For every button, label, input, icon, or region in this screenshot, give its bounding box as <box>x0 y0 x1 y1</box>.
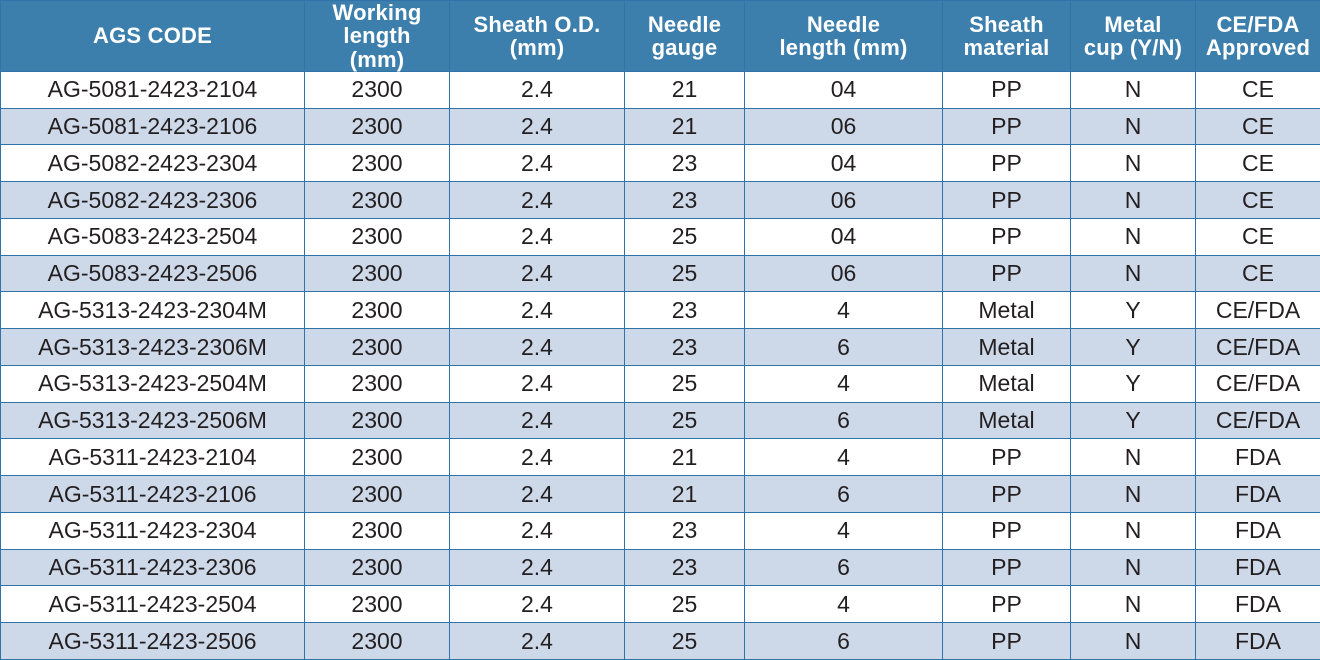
table-cell: 2.4 <box>450 623 625 660</box>
table-cell: 6 <box>745 476 943 513</box>
table-cell: CE <box>1196 218 1320 255</box>
table-cell: Y <box>1071 329 1196 366</box>
table-cell: 2300 <box>305 292 450 329</box>
column-header-line: Sheath <box>969 11 1044 37</box>
column-header-line: material <box>963 34 1050 60</box>
table-cell: Y <box>1071 292 1196 329</box>
table-cell: 2.4 <box>450 329 625 366</box>
table-header-row <box>1 1 1320 72</box>
table-cell: CE/FDA <box>1196 402 1320 439</box>
column-header-line: cup (Y/N) <box>1083 34 1183 60</box>
table-cell: 23 <box>625 182 745 219</box>
table-cell: PP <box>943 108 1071 145</box>
table-row <box>1 586 1320 623</box>
table-cell: PP <box>943 182 1071 219</box>
table-cell: 2.4 <box>450 402 625 439</box>
table-cell: 2.4 <box>450 218 625 255</box>
table-row <box>1 108 1320 145</box>
table-cell: Y <box>1071 365 1196 402</box>
table-cell: 23 <box>625 549 745 586</box>
table-cell: AG-5083-2423-2506 <box>1 255 305 292</box>
column-header-ce-fda-approved <box>1196 1 1320 72</box>
table-cell: PP <box>943 586 1071 623</box>
table-cell: CE/FDA <box>1196 365 1320 402</box>
table-cell: 25 <box>625 255 745 292</box>
table-cell: 2300 <box>305 218 450 255</box>
table-cell: 4 <box>745 512 943 549</box>
table-cell: 2300 <box>305 402 450 439</box>
table-cell: 21 <box>625 71 745 108</box>
column-header-line: Sheath O.D. <box>473 11 601 37</box>
table-cell: CE/FDA <box>1196 329 1320 366</box>
table-cell: 2300 <box>305 476 450 513</box>
table-cell: 4 <box>745 365 943 402</box>
table-cell: N <box>1071 549 1196 586</box>
table-cell: FDA <box>1196 512 1320 549</box>
table-cell: 04 <box>745 71 943 108</box>
table-row <box>1 476 1320 513</box>
table-cell: 2300 <box>305 329 450 366</box>
column-header-needle-gauge <box>625 1 745 72</box>
table-cell: 21 <box>625 439 745 476</box>
column-header-line: AGS CODE <box>93 23 212 49</box>
table-cell: 2.4 <box>450 586 625 623</box>
table-cell: N <box>1071 182 1196 219</box>
table-cell: Metal <box>943 292 1071 329</box>
table-cell: CE <box>1196 182 1320 219</box>
table-cell: 25 <box>625 586 745 623</box>
table-cell: 06 <box>745 182 943 219</box>
table-cell: AG-5311-2423-2304 <box>1 512 305 549</box>
table-cell: N <box>1071 439 1196 476</box>
table-cell: AG-5081-2423-2104 <box>1 71 305 108</box>
table-cell: 06 <box>745 255 943 292</box>
table-row <box>1 71 1320 108</box>
table-cell: FDA <box>1196 586 1320 623</box>
table-cell: N <box>1071 512 1196 549</box>
table-cell: CE <box>1196 71 1320 108</box>
table-cell: 2.4 <box>450 255 625 292</box>
table-cell: 2.4 <box>450 292 625 329</box>
column-header-line: Needle <box>647 11 722 37</box>
table-header <box>1 1 1320 72</box>
column-header-sheath-material <box>943 1 1071 72</box>
table-cell: AG-5081-2423-2106 <box>1 108 305 145</box>
table-cell: N <box>1071 218 1196 255</box>
table-cell: 21 <box>625 476 745 513</box>
table-cell: 2300 <box>305 108 450 145</box>
column-header-line: gauge <box>651 34 718 60</box>
table-cell: N <box>1071 476 1196 513</box>
table-cell: 21 <box>625 108 745 145</box>
table-row <box>1 623 1320 660</box>
table-cell: PP <box>943 623 1071 660</box>
table-cell: AG-5313-2423-2306M <box>1 329 305 366</box>
table-cell: PP <box>943 145 1071 182</box>
table-cell: AG-5082-2423-2304 <box>1 145 305 182</box>
column-header-sheath-od <box>450 1 625 72</box>
table-cell: AG-5313-2423-2304M <box>1 292 305 329</box>
table-cell: 25 <box>625 218 745 255</box>
table-cell: 2.4 <box>450 108 625 145</box>
table-cell: PP <box>943 255 1071 292</box>
table-cell: FDA <box>1196 476 1320 513</box>
table-body <box>1 71 1320 659</box>
table-cell: 2.4 <box>450 439 625 476</box>
table-cell: AG-5083-2423-2504 <box>1 218 305 255</box>
table-cell: FDA <box>1196 623 1320 660</box>
table-row <box>1 329 1320 366</box>
table-cell: N <box>1071 255 1196 292</box>
table-cell: CE <box>1196 108 1320 145</box>
table-cell: 2300 <box>305 623 450 660</box>
table-row <box>1 365 1320 402</box>
table-cell: PP <box>943 71 1071 108</box>
table-cell: 04 <box>745 145 943 182</box>
table-cell: 2300 <box>305 71 450 108</box>
table-cell: AG-5313-2423-2504M <box>1 365 305 402</box>
table-cell: 2300 <box>305 549 450 586</box>
table-row <box>1 439 1320 476</box>
table-cell: 4 <box>745 292 943 329</box>
table-cell: 2300 <box>305 182 450 219</box>
table-cell: 2300 <box>305 512 450 549</box>
table-row <box>1 402 1320 439</box>
table-cell: 23 <box>625 512 745 549</box>
table-cell: 2300 <box>305 255 450 292</box>
table-cell: 25 <box>625 365 745 402</box>
table-cell: AG-5082-2423-2306 <box>1 182 305 219</box>
table-cell: AG-5313-2423-2506M <box>1 402 305 439</box>
table-cell: 2.4 <box>450 71 625 108</box>
table-row <box>1 182 1320 219</box>
table-cell: 2300 <box>305 586 450 623</box>
table-row <box>1 145 1320 182</box>
table-cell: 23 <box>625 145 745 182</box>
table-row <box>1 512 1320 549</box>
table-row <box>1 218 1320 255</box>
table-cell: 2.4 <box>450 476 625 513</box>
table-cell: 4 <box>745 586 943 623</box>
table-cell: N <box>1071 586 1196 623</box>
column-header-line: Metal <box>1104 11 1162 37</box>
table-cell: AG-5311-2423-2104 <box>1 439 305 476</box>
table-cell: 2300 <box>305 439 450 476</box>
table-cell: 6 <box>745 549 943 586</box>
column-header-line: (mm) <box>509 34 565 60</box>
table-cell: 2.4 <box>450 182 625 219</box>
table-cell: 2300 <box>305 365 450 402</box>
table-row <box>1 292 1320 329</box>
table-cell: 04 <box>745 218 943 255</box>
column-header-line: Needle <box>806 11 881 37</box>
table-cell: 2300 <box>305 145 450 182</box>
table-cell: Y <box>1071 402 1196 439</box>
column-header-ags-code <box>1 1 305 72</box>
table-cell: FDA <box>1196 439 1320 476</box>
table-cell: N <box>1071 71 1196 108</box>
table-cell: CE/FDA <box>1196 292 1320 329</box>
column-header-line: Working <box>332 0 422 25</box>
table-cell: PP <box>943 439 1071 476</box>
column-header-line: Approved <box>1205 34 1311 60</box>
table-cell: 2.4 <box>450 145 625 182</box>
table-cell: 23 <box>625 329 745 366</box>
table-cell: PP <box>943 549 1071 586</box>
table-cell: Metal <box>943 402 1071 439</box>
table-cell: N <box>1071 108 1196 145</box>
column-header-line: (mm) <box>349 46 405 72</box>
table-cell: Metal <box>943 329 1071 366</box>
table-cell: 4 <box>745 439 943 476</box>
table-cell: Metal <box>943 365 1071 402</box>
table-cell: 06 <box>745 108 943 145</box>
table-cell: 6 <box>745 329 943 366</box>
table-cell: 25 <box>625 402 745 439</box>
column-header-metal-cup <box>1071 1 1196 72</box>
table-cell: AG-5311-2423-2506 <box>1 623 305 660</box>
table-cell: PP <box>943 476 1071 513</box>
table-cell: CE <box>1196 255 1320 292</box>
table-row <box>1 549 1320 586</box>
table-cell: AG-5311-2423-2306 <box>1 549 305 586</box>
table-cell: AG-5311-2423-2504 <box>1 586 305 623</box>
table-cell: 23 <box>625 292 745 329</box>
table-cell: PP <box>943 218 1071 255</box>
table-cell: 2.4 <box>450 549 625 586</box>
table-cell: 2.4 <box>450 512 625 549</box>
table-cell: N <box>1071 145 1196 182</box>
table-cell: PP <box>943 512 1071 549</box>
table-row <box>1 255 1320 292</box>
table-cell: AG-5311-2423-2106 <box>1 476 305 513</box>
column-header-line: length (mm) <box>779 34 908 60</box>
table-cell: 2.4 <box>450 365 625 402</box>
column-header-line: length <box>343 23 411 49</box>
table-cell: 25 <box>625 623 745 660</box>
table-cell: FDA <box>1196 549 1320 586</box>
column-header-needle-length <box>745 1 943 72</box>
table-cell: 6 <box>745 623 943 660</box>
column-header-working-length <box>305 1 450 72</box>
table-cell: N <box>1071 623 1196 660</box>
table-cell: 6 <box>745 402 943 439</box>
table-cell: CE <box>1196 145 1320 182</box>
column-header-line: CE/FDA <box>1216 11 1300 37</box>
